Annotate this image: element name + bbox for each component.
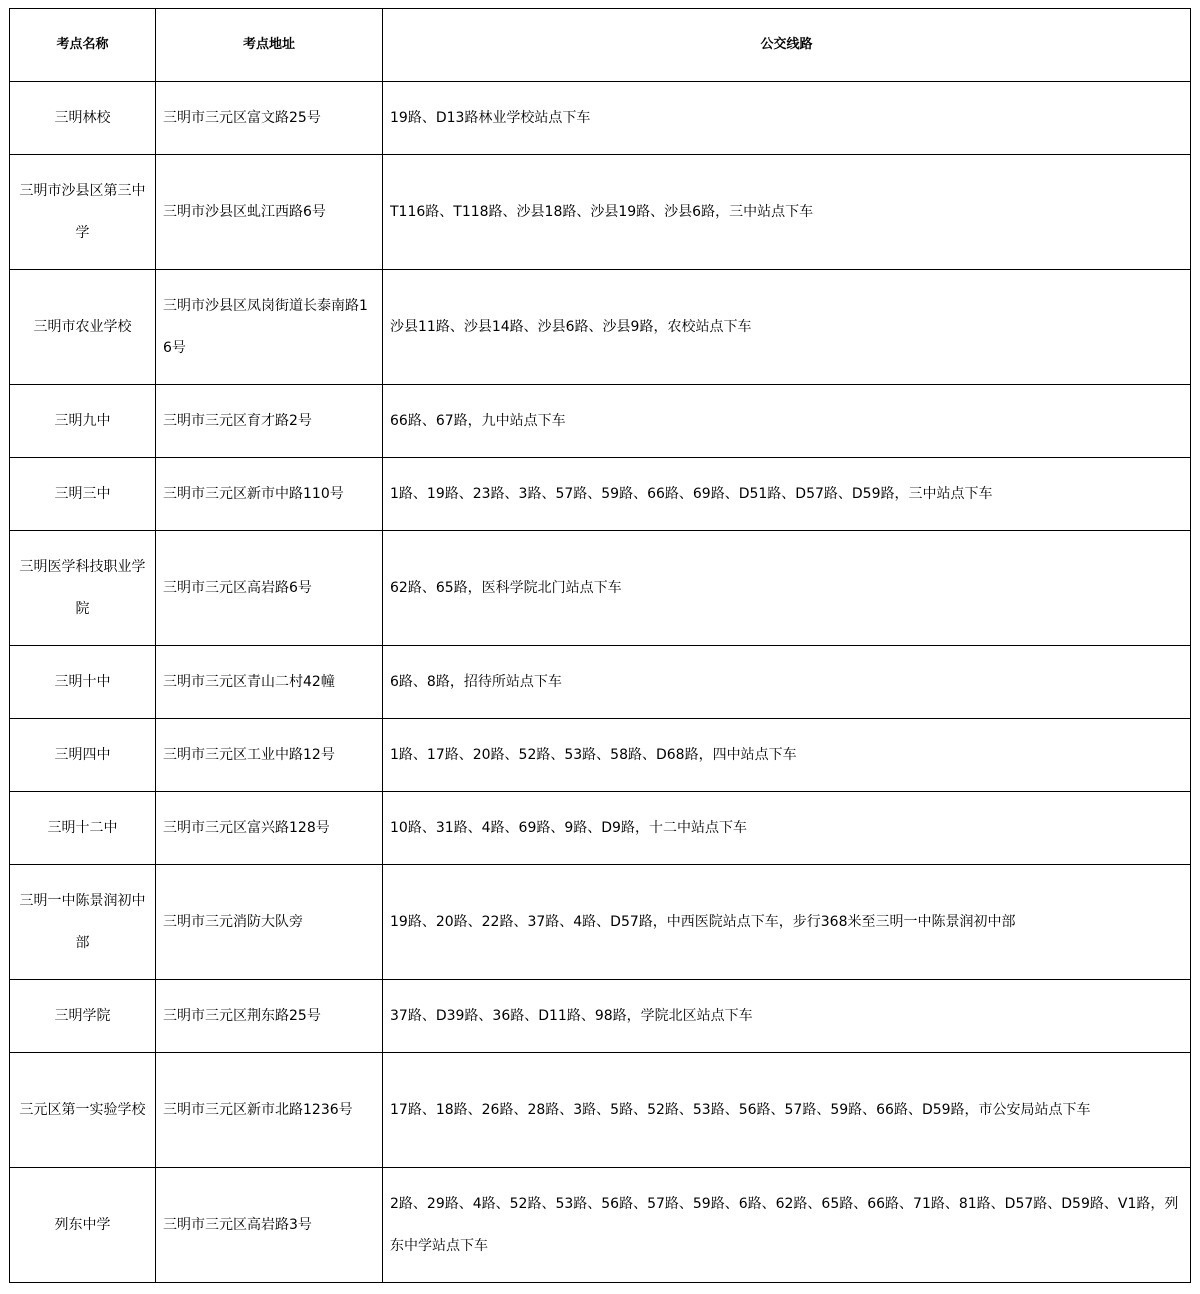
site-address-cell: 三明市三元区高岩路6号 [156,531,383,646]
header-site-name: 考点名称 [10,9,156,82]
site-name-cell: 三明林校 [10,82,156,155]
bus-route-cell: 66路、67路，九中站点下车 [383,385,1191,458]
site-address-cell: 三明市三元区新市中路110号 [156,458,383,531]
site-address-cell: 三明市沙县区凤岗街道长泰南路16号 [156,270,383,385]
site-name-cell: 三明学院 [10,980,156,1053]
site-name-cell: 三元区第一实验学校 [10,1053,156,1168]
bus-route-cell: 6路、8路，招待所站点下车 [383,646,1191,719]
bus-route-cell: 1路、19路、23路、3路、57路、59路、66路、69路、D51路、D57路、D59路，三中站点下车 [383,458,1191,531]
site-address-cell: 三明市三元区高岩路3号 [156,1168,383,1283]
header-site-address: 考点地址 [156,9,383,82]
site-name-cell: 三明九中 [10,385,156,458]
site-address-cell: 三明市三元区新市北路1236号 [156,1053,383,1168]
table-row [10,531,1191,646]
site-address-cell: 三明市三元区富文路25号 [156,82,383,155]
table-row [10,1053,1191,1168]
site-name-cell: 三明市沙县区第三中学 [10,155,156,270]
table-row [10,719,1191,792]
bus-route-cell: 62路、65路，医科学院北门站点下车 [383,531,1191,646]
table-row [10,155,1191,270]
bus-route-cell: 沙县11路、沙县14路、沙县6路、沙县9路，农校站点下车 [383,270,1191,385]
bus-route-cell: 19路、20路、22路、37路、4路、D57路，中西医院站点下车，步行368米至三明一中陈景润初中部 [383,865,1191,980]
site-address-cell: 三明市三元消防大队旁 [156,865,383,980]
bus-route-cell: 17路、18路、26路、28路、3路、5路、52路、53路、56路、57路、59路、66路、D59路，市公安局站点下车 [383,1053,1191,1168]
site-name-cell: 三明三中 [10,458,156,531]
table-row [10,458,1191,531]
table-row [10,1168,1191,1283]
bus-route-cell: 2路、29路、4路、52路、53路、56路、57路、59路、6路、62路、65路、66路、71路、81路、D57路、D59路、V1路，列东中学站点下车 [383,1168,1191,1283]
bus-route-cell: 19路、D13路林业学校站点下车 [383,82,1191,155]
exam-sites-table [9,8,1191,1283]
site-name-cell: 三明十中 [10,646,156,719]
site-name-cell: 三明十二中 [10,792,156,865]
site-name-cell: 列东中学 [10,1168,156,1283]
table-row [10,385,1191,458]
site-name-cell: 三明医学科技职业学院 [10,531,156,646]
table-row [10,82,1191,155]
table-header-row [10,9,1191,82]
table-row [10,865,1191,980]
bus-route-cell: 1路、17路、20路、52路、53路、58路、D68路，四中站点下车 [383,719,1191,792]
site-address-cell: 三明市三元区富兴路128号 [156,792,383,865]
site-address-cell: 三明市三元区荆东路25号 [156,980,383,1053]
site-address-cell: 三明市三元区育才路2号 [156,385,383,458]
site-name-cell: 三明一中陈景润初中部 [10,865,156,980]
site-address-cell: 三明市三元区青山二村42幢 [156,646,383,719]
bus-route-cell: T116路、T118路、沙县18路、沙县19路、沙县6路，三中站点下车 [383,155,1191,270]
site-name-cell: 三明市农业学校 [10,270,156,385]
site-address-cell: 三明市沙县区虬江西路6号 [156,155,383,270]
table-row [10,270,1191,385]
table-row [10,792,1191,865]
table-row [10,980,1191,1053]
bus-route-cell: 10路、31路、4路、69路、9路、D9路，十二中站点下车 [383,792,1191,865]
site-address-cell: 三明市三元区工业中路12号 [156,719,383,792]
table-row [10,646,1191,719]
site-name-cell: 三明四中 [10,719,156,792]
bus-route-cell: 37路、D39路、36路、D11路、98路，学院北区站点下车 [383,980,1191,1053]
header-bus-routes: 公交线路 [383,9,1191,82]
